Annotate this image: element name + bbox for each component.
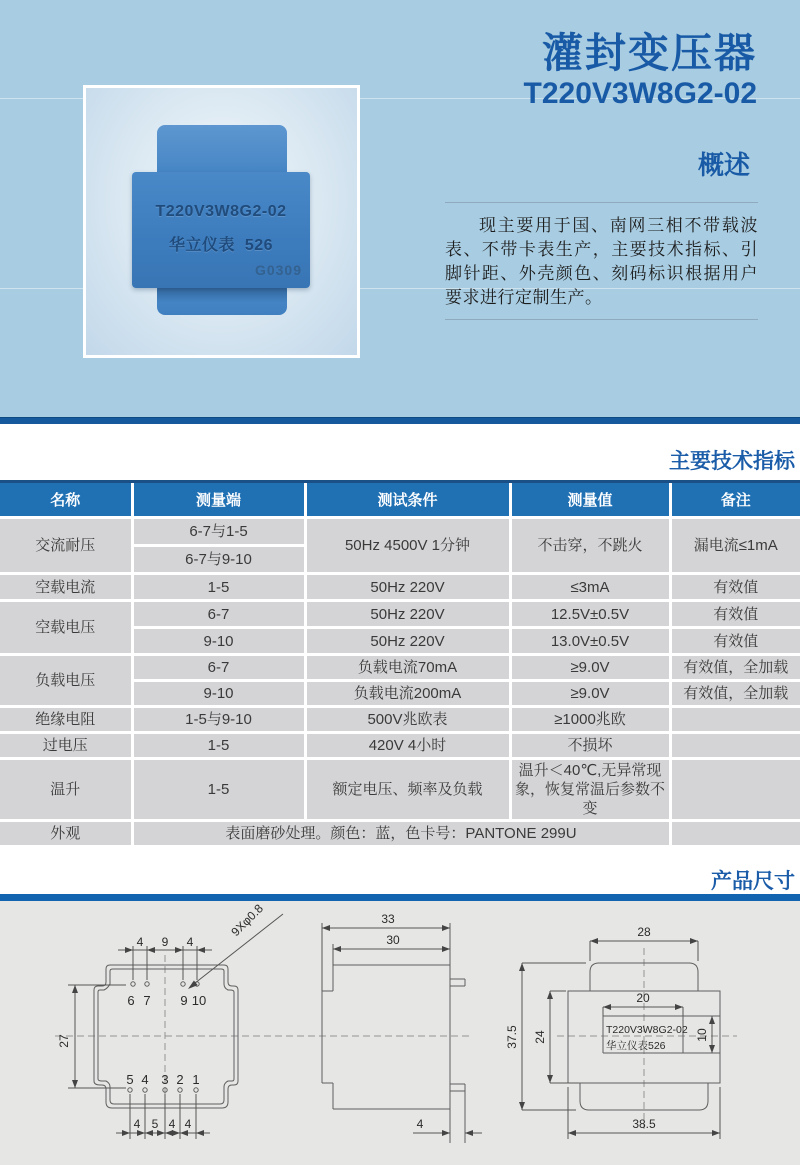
cell-value: 温升＜40℃,无异常现象，恢复常温后参数不变 — [510, 759, 670, 821]
cell-terminal: 1-5 — [132, 574, 305, 601]
overview-rule-top — [445, 202, 758, 203]
cell-name: 绝缘电阻 — [0, 707, 132, 733]
table-row — [0, 733, 800, 759]
dim-label: 9 — [161, 935, 169, 949]
cell-terminal: 9-10 — [132, 681, 305, 707]
col-header-value: 测量值 — [510, 483, 670, 518]
cell-terminal: 6-7 — [132, 655, 305, 681]
cell-condition: 负载电流200mA — [305, 681, 510, 707]
cell-note: 有效值 — [670, 574, 800, 601]
cell-name: 温升 — [0, 759, 132, 821]
spec-table — [0, 483, 800, 848]
table-row — [0, 821, 800, 847]
pin-number: 10 — [191, 993, 207, 1008]
dim-label: 38.5 — [632, 1117, 656, 1131]
pin-number: 3 — [161, 1072, 169, 1087]
cell-condition: 额定电压、频率及负载 — [305, 759, 510, 821]
bottom-view-top-pin-numbers — [127, 993, 206, 1008]
cell-condition: 50Hz 220V — [305, 574, 510, 601]
cell-value: ≤3mA — [510, 574, 670, 601]
table-row — [0, 601, 800, 628]
pin-number: 4 — [141, 1072, 149, 1087]
pin-number: 5 — [126, 1072, 134, 1087]
drawings-panel — [0, 901, 800, 1165]
centerlines — [55, 948, 737, 1129]
marking-brand-text: 华立仪表526 — [606, 1040, 666, 1052]
dim-label: 10 — [695, 1028, 709, 1042]
table-row — [0, 707, 800, 733]
bottom-view-bottom-dimension — [116, 1094, 210, 1139]
dim-label: 4 — [136, 935, 144, 949]
product-title: 灌封变压器 — [542, 30, 757, 76]
col-header-name: 名称 — [0, 483, 132, 518]
cell-value: ≥9.0V — [510, 655, 670, 681]
cell-value: 13.0V±0.5V — [510, 628, 670, 655]
transformer-batch-marking: G0309 — [254, 262, 302, 278]
marking-model-text: T220V3W8G2-02 — [606, 1024, 688, 1036]
cell-note: 漏电流≤1mA — [670, 518, 800, 574]
hero-divider-bar — [0, 417, 800, 424]
dim-label: 37.5 — [505, 1025, 519, 1049]
dim-label: 27 — [57, 1034, 71, 1048]
pin-number: 6 — [127, 993, 135, 1008]
dim-label: 5 — [151, 1117, 159, 1131]
cell-condition: 500V兆欧表 — [305, 707, 510, 733]
dim-label: 4 — [168, 1117, 176, 1131]
spec-header-row — [0, 483, 800, 518]
title-block — [524, 30, 757, 112]
product-dimension-drawings — [0, 901, 800, 1165]
cell-note-empty — [670, 707, 800, 733]
table-row — [0, 759, 800, 821]
hero-section — [0, 0, 800, 417]
dimensions-section-heading: 产品尺寸 — [0, 848, 800, 894]
spec-table-wrap — [0, 480, 800, 848]
cell-note: 有效值，全加载 — [670, 655, 800, 681]
table-row — [0, 655, 800, 681]
product-model: T220V3W8G2-02 — [523, 77, 757, 110]
cell-name: 空载电压 — [0, 601, 132, 655]
cell-note-empty — [670, 759, 800, 821]
cell-condition: 负载电流70mA — [305, 655, 510, 681]
cell-condition: 50Hz 220V — [305, 601, 510, 628]
hole-callout — [188, 901, 283, 989]
cell-value: 不损坏 — [510, 733, 670, 759]
cell-value: ≥1000兆欧 — [510, 707, 670, 733]
cell-value: ≥9.0V — [510, 681, 670, 707]
overview-rule-bottom — [445, 319, 758, 320]
dim-label: 24 — [533, 1030, 547, 1044]
hole-spec-label: 9Xφ0.8 — [228, 901, 266, 939]
transformer-brand-marking: 华立仪表 526 — [168, 237, 274, 254]
dim-label: 33 — [381, 912, 395, 926]
col-header-terminal: 测量端 — [132, 483, 305, 518]
overview-paragraph: 现主要用于国、南网三相不带载波表、不带卡表生产，主要技术指标、引脚针距、外壳颜色、刻码标识根据用户要求进行定制生产。 — [445, 216, 758, 307]
cell-name: 空载电流 — [0, 574, 132, 601]
dim-label: 20 — [636, 991, 650, 1005]
cell-terminal: 1-5与9-10 — [132, 707, 305, 733]
cell-note: 有效值 — [670, 628, 800, 655]
cell-appearance-description: 表面磨砂处理。颜色：蓝，色卡号：PANTONE 299U — [132, 821, 670, 847]
cell-name: 交流耐压 — [0, 518, 132, 574]
transformer-model-marking: T220V3W8G2-02 — [155, 203, 287, 220]
side-view-outline — [322, 923, 465, 1143]
cell-terminal: 6-7与1-5 — [132, 518, 305, 546]
pin-number: 7 — [143, 993, 151, 1008]
cell-terminal: 9-10 — [132, 628, 305, 655]
cell-name: 过电压 — [0, 733, 132, 759]
cell-value: 12.5V±0.5V — [510, 601, 670, 628]
cell-note: 有效值，全加载 — [670, 681, 800, 707]
table-row — [0, 518, 800, 546]
cell-condition: 50Hz 4500V 1分钟 — [305, 518, 510, 574]
cell-condition: 50Hz 220V — [305, 628, 510, 655]
dim-label: 4 — [416, 1117, 424, 1131]
cell-note-empty — [670, 821, 800, 847]
dim-label: 4 — [133, 1117, 141, 1131]
dim-label: 30 — [386, 933, 400, 947]
cell-value: 不击穿，不跳火 — [510, 518, 670, 574]
dimensions-accent-bar — [0, 894, 800, 901]
pin-number: 2 — [176, 1072, 184, 1087]
transformer-top-cap — [157, 125, 287, 177]
pin-number: 9 — [180, 993, 188, 1008]
dim-label: 4 — [184, 1117, 192, 1131]
bottom-view-bottom-pin-numbers — [126, 1072, 199, 1087]
dim-label: 4 — [186, 935, 194, 949]
overview-heading: 概述 — [697, 150, 750, 180]
col-header-note: 备注 — [670, 483, 800, 518]
cell-terminal: 6-7与9-10 — [132, 546, 305, 574]
cell-note-empty — [670, 733, 800, 759]
front-view-marking — [606, 1024, 688, 1052]
cell-terminal: 6-7 — [132, 601, 305, 628]
pin-number: 1 — [192, 1072, 200, 1087]
cell-name: 负载电压 — [0, 655, 132, 707]
specs-section-heading: 主要技术指标 — [0, 424, 800, 480]
transformer-body — [132, 172, 310, 288]
cell-name: 外观 — [0, 821, 132, 847]
cell-terminal: 1-5 — [132, 759, 305, 821]
cell-terminal: 1-5 — [132, 733, 305, 759]
dim-label: 28 — [637, 925, 651, 939]
product-photo — [83, 85, 360, 358]
cell-condition: 420V 4小时 — [305, 733, 510, 759]
overview-block — [445, 148, 758, 320]
cell-note: 有效值 — [670, 601, 800, 628]
transformer-bottom-cap — [157, 287, 287, 315]
col-header-condition: 测试条件 — [305, 483, 510, 518]
side-view-dimensions — [322, 912, 482, 1136]
table-row — [0, 574, 800, 601]
